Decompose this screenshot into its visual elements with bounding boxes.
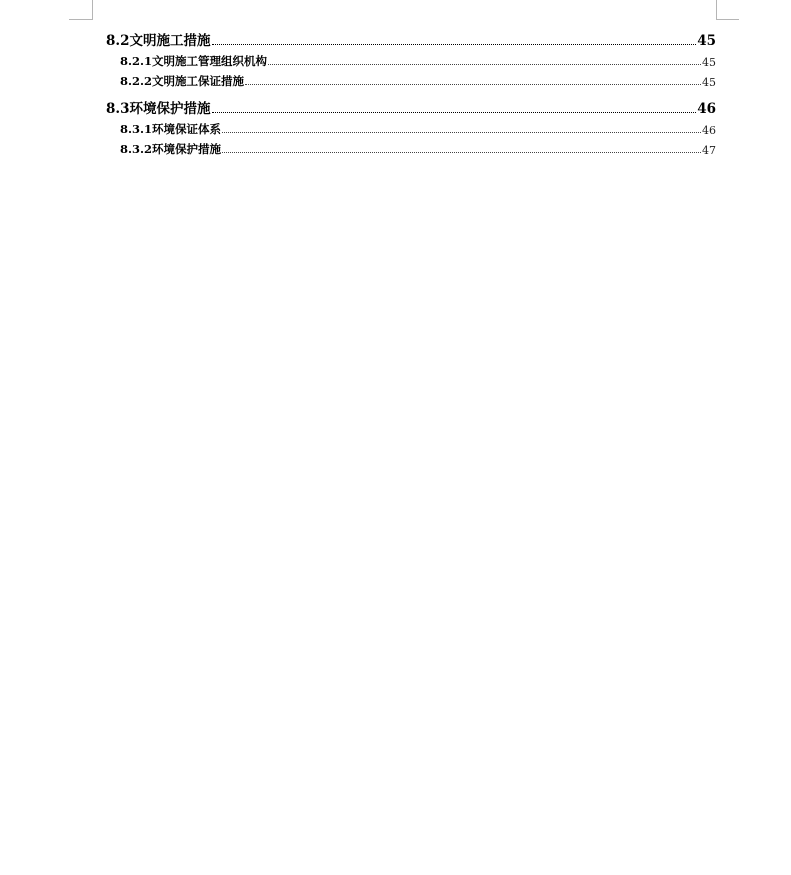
- toc-entry-title: 8.3.1环境保证体系: [120, 122, 222, 136]
- page-corner-mark-top-right: [716, 0, 739, 20]
- dot-leader: [222, 132, 701, 133]
- toc-entry-title: 8.3.2环境保护措施: [120, 142, 222, 156]
- toc-entry-page-number: 45: [697, 33, 716, 49]
- toc-entry-title: 8.2.2文明施工保证措施: [120, 74, 245, 88]
- toc-entry-title: 8.2.1文明施工管理组织机构: [120, 54, 268, 68]
- toc-entry-title: 8.3环境保护措施: [106, 101, 211, 117]
- dot-leader: [245, 84, 701, 85]
- toc-entry-page-number: 46: [702, 124, 716, 137]
- page-corner-mark-top-left: [69, 0, 93, 20]
- toc-entry-8-2-1[interactable]: [106, 49, 716, 69]
- toc-entry-title: 8.2文明施工措施: [106, 33, 211, 49]
- dot-leader: [222, 152, 701, 153]
- toc-entry-8-2[interactable]: [106, 29, 716, 49]
- table-of-contents: [106, 22, 716, 157]
- dot-leader: [212, 112, 697, 113]
- toc-entry-page-number: 47: [702, 144, 716, 157]
- toc-entry-8-3-1[interactable]: [106, 117, 716, 137]
- toc-entry-8-3-2[interactable]: [106, 137, 716, 157]
- toc-entry-page-number: 45: [702, 76, 716, 89]
- dot-leader: [268, 64, 701, 65]
- toc-entry-page-number: 46: [697, 101, 716, 117]
- toc-entry-8-2-2[interactable]: [106, 69, 716, 89]
- dot-leader: [212, 44, 697, 45]
- toc-entry-8-3[interactable]: [106, 97, 716, 117]
- toc-entry-page-number: 45: [702, 56, 716, 69]
